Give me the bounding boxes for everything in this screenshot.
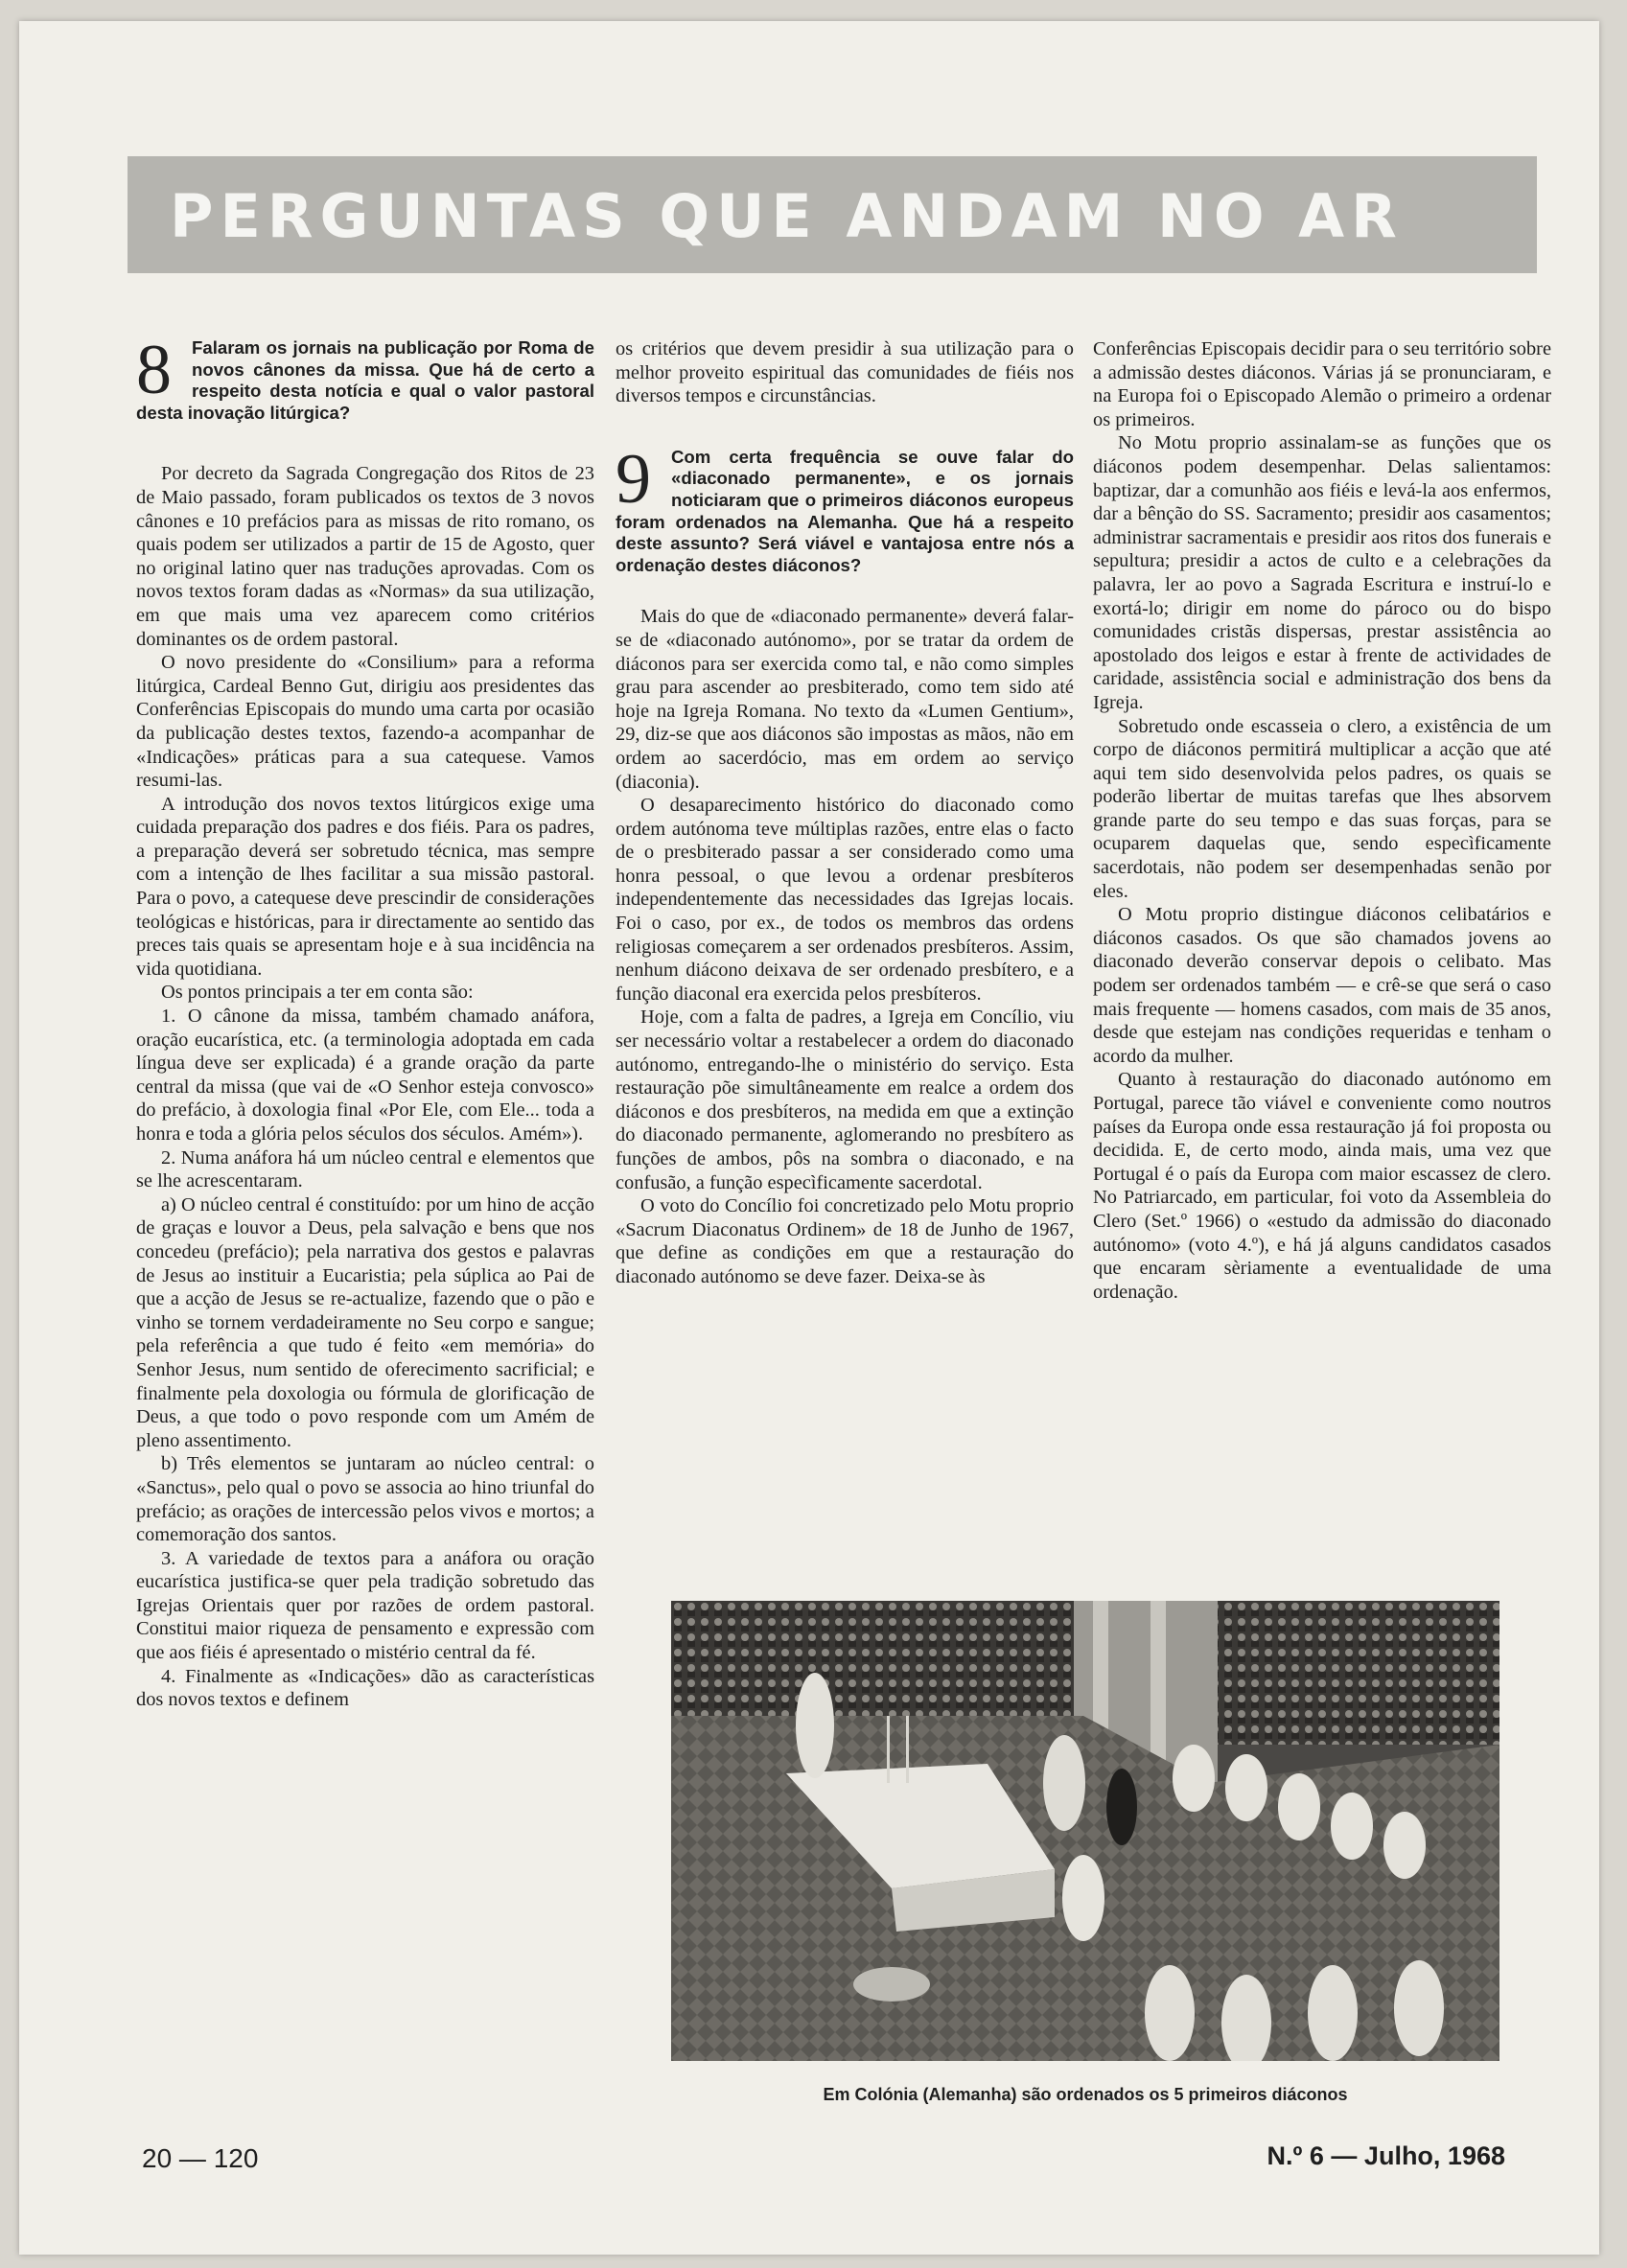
section-banner	[128, 156, 1537, 273]
question-9	[616, 439, 1074, 577]
column-3	[1093, 337, 1551, 1304]
paragraph: No Motu proprio assinalam-se as funções que os diáconos podem desempenhar. Delas salientamos: baptizar, dar a comunhão aos fiéis e levá-la aos enfermos, dar a bênção do SS. Sacramento; presidir aos casamentos; administrar sacramentais e presidir aos ritos dos funerais e sepultura; presidir a actos de culto e a celebrações da palavra, ler ao povo a Sagrada Escritura e instruí-lo e exortá-lo; dirigir em nome do pároco ou do bispo comunidades cristãs dispersas, prestar assistência ao apostolado dos leigos e estar à frente de actividades de caridade, assistência social e administração dos bens da Igreja.	[1093, 432, 1551, 713]
paragraph: Hoje, com a falta de padres, a Igreja em Concílio, viu ser necessário voltar a restabelecer a ordem do diaconado autónomo, entregando-lhe o ministério do serviço. Esta restauração põe simultâneamente em realce a ordem dos diáconos e dos presbíteros, na medida em que a extinção do diaconado permanente, aglomerando no presbítero as funções de ambos, pôs na sombra o diaconado, e na confusão, a função especìficamente sacerdotal.	[616, 1007, 1074, 1193]
ordination-photo	[671, 1601, 1499, 2061]
paragraph: Por decreto da Sagrada Congregação dos Ritos de 23 de Maio passado, foram publicados os textos de 3 novos cânones e 10 prefácios para as missas de rito romano, os quais podem ser utilizados a partir de 15 de Agosto, quer no original latino quer nas traduções aprovadas. Com os novos textos foram dadas as «Normas» da sua utilização, em que mais uma vez aparecem como critérios dominantes os de ordem pastoral.	[136, 463, 594, 650]
paragraph: 4. Finalmente as «Indicações» dão as características dos novos textos e definem	[136, 1665, 594, 1711]
paragraph: Mais do que de «diaconado permanente» deverá falar-se de «diaconado autónomo», por se tratar da ordem de diáconos para ser exercida como tal, e não como simples grau para ascender ao presbiterado, como tem sido até hoje na Igreja Romana. No texto da «Lumen Gentium», 29, diz-se que aos diáconos são impostas as mãos, não em ordem ao sacerdócio, mas em ordem ao serviço (diaconia).	[616, 606, 1074, 793]
page-number: 20 — 120	[142, 2143, 259, 2173]
paragraph: Os pontos principais a ter em conta são:	[161, 982, 474, 1004]
question-number: 9	[616, 439, 651, 519]
question-8	[136, 331, 594, 424]
paragraph: 2. Numa anáfora há um núcleo central e elementos que se lhe acrescentaram.	[136, 1146, 594, 1192]
magazine-page	[19, 21, 1599, 2255]
question-text: Falaram os jornais na publicação por Roma de novos cânones da missa. Que há de certo a respeito desta notícia e qual o valor pastoral desta inovação litúrgica?	[136, 337, 594, 423]
paragraph: b) Três elementos se juntaram ao núcleo central: o «Sanctus», pelo qual o povo se associa ao hino triunfal do prefácio; as orações de intercessão pelos vivos e mortos; a comemoração dos santos.	[136, 1453, 594, 1546]
paragraph: A introdução dos novos textos litúrgicos exige uma cuidada preparação dos padres e dos fiéis. Para os padres, a preparação deverá ser sobretudo técnica, mas sempre com a intenção de lhes facilitar a sua missão pastoral. Para o povo, a catequese deve prescindir de considerações teológicas e históricas, para ir directamente ao sentido das preces tais quais se apresentam hoje e à sua incidência na vida quotidiana.	[136, 793, 594, 980]
paragraph: a) O núcleo central é constituído: por um hino de acção de graças e louvor a Deus, pela salvação e bens que nos concedeu (prefácio); pela narrativa dos gestos e palavras de Jesus ao instituir a Eucaristia; pela súplica ao Pai de que a acção de Jesus se re-actualize, fazendo que o pão e vinho se tornem verdadeiramente no Seu corpo e sangue; pela referência a que tudo é feito «em memória» do Senhor Jesus, num sentido de oferecimento sacrificial; e finalmente pela doxologia ou fórmula de glorificação de Deus, a que todo o povo responde com um Amém de pleno assentimento.	[136, 1193, 594, 1451]
paragraph: O desaparecimento histórico do diaconado como ordem autónoma teve múltiplas razões, entre elas o facto de o presbiterado passar a ser considerado como uma honra pessoal, o que levou a ordenar presbíteros independentemente das necessidades das Igrejas locais. Foi o caso, por ex., de todos os membros das ordens religiosas começarem a ser ordenados presbíteros. Assim, nenhum diácono deixava de ser ordenado presbítero, e a função diaconal era exercida pelos presbíteros.	[616, 795, 1074, 1005]
column-2	[616, 337, 1074, 1289]
paragraph: Sobretudo onde escasseia o clero, a existência de um corpo de diáconos permitirá multiplicar a acção que até aqui tem sido desenvolvida pelos padres, os quais se poderão libertar de muitas tarefas que lhes absorvem grande parte do seu tempo e das suas forças, para se ocuparem daquelas que, sendo especìficamente sacerdotais, não podem ser desempenhadas senão por eles.	[1093, 715, 1551, 902]
photo-caption: Em Colónia (Alemanha) são ordenados os 5 primeiros diáconos	[823, 2085, 1348, 2104]
paragraph: O voto do Concílio foi concretizado pelo Motu proprio «Sacrum Diaconatus Ordinem» de 18 de Junho de 1967, que define as condições em que a restauração do diaconado autónomo se deve fazer. Deixa-se às	[616, 1195, 1074, 1287]
question-text: Com certa frequência se ouve falar do «diaconado permanente», e os jornais noticiaram que o primeiros diáconos europeus foram ordenados na Alemanha. Que há a respeito deste assunto? Será viável e vantajosa entre nós a ordenação destes diáconos?	[616, 446, 1074, 575]
paragraph: O novo presidente do «Consilium» para a reforma litúrgica, Cardeal Benno Gut, dirigiu aos presidentes das Conferências Episcopais do mundo uma carta por ocasião da publicação destes textos, fazendo-a acompanhar de «Indicações» práticas para a sua catequese. Vamos resumi-las.	[136, 652, 594, 792]
paragraph: O Motu proprio distingue diáconos celibatários e diáconos casados. Os que são chamados jovens ao diaconado deverão conservar depois o celibato. Mas podem ser ordenados também — e crê-se que será o caso mais frequente — homens casados, com mais de 35 anos, desde que estejam nas condições requeridas e tenham o acordo da mulher.	[1093, 904, 1551, 1067]
paragraph: Quanto à restauração do diaconado autónomo em Portugal, parece tão viável e conveniente como noutros países da Europa onde essa restauração já foi proposta ou decidida. E, de certo modo, ainda mais, uma vez que Portugal é o país da Europa com maior escassez de clero. No Patriarcado, em particular, foi voto da Assembleia do Clero (Set.º 1966) o «estudo da admissão do diaconado autónomo» (voto 4.º), e há já alguns candidatos casados que encaram sèriamente a eventualidade de uma ordenação.	[1093, 1069, 1551, 1303]
paragraph: 1. O cânone da missa, também chamado anáfora, oração eucarística, etc. (a terminologia adoptada em cada língua deve ser explicada) é a grande oração da parte central da missa (que vai de «O Senhor esteja convosco» do prefácio, à doxologia final «Por Ele, com Ele... toda a honra e toda a glória pelos séculos dos séculos. Amém»).	[136, 1006, 594, 1145]
paragraph: 3. A variedade de textos para a anáfora ou oração eucarística justifica-se quer pela tradição sobretudo das Igrejas Orientais quer por razões de ordem pastoral. Constitui maior riqueza de pensamento e expressão com que aos fiéis é apresentado o mistério central da fé.	[136, 1547, 594, 1664]
issue-date: N.º 6 — Julho, 1968	[1267, 2141, 1505, 2170]
banner-title: PERGUNTAS QUE ANDAM NO AR	[170, 181, 1404, 251]
column-1	[136, 331, 594, 1712]
paragraph: os critérios que devem presidir à sua utilização para o melhor proveito espiritual das comunidades de fiéis nos diversos tempos e circunstâncias.	[616, 338, 1074, 407]
question-number: 8	[136, 331, 172, 409]
paragraph: Conferências Episcopais decidir para o seu território sobre a admissão destes diáconos. Várias já se pronunciaram, e na Europa foi o Episcopado Alemão o primeiro a ordenar os primeiros.	[1093, 338, 1551, 430]
photo-illustration	[671, 1601, 1499, 2061]
